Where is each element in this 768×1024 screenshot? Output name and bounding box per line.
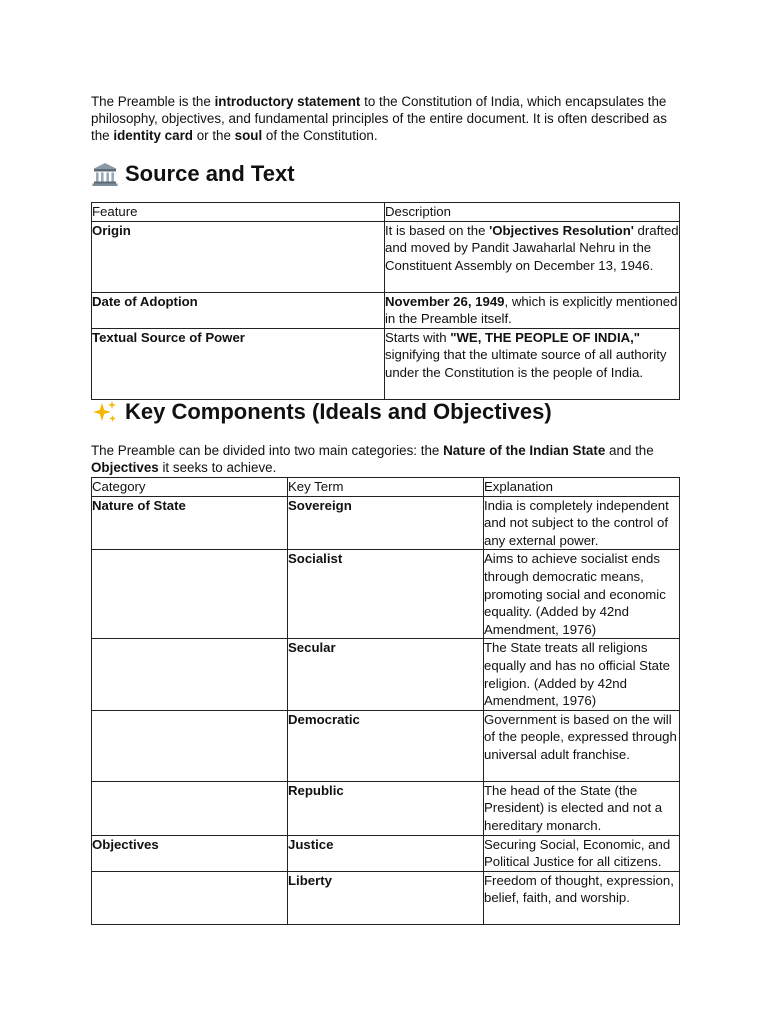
- sparkles-icon: [91, 399, 119, 425]
- section-title: Key Components (Ideals and Objectives): [125, 399, 552, 424]
- table-row: [92, 781, 680, 835]
- classical-building-icon: [91, 161, 119, 187]
- components-table: [91, 477, 680, 925]
- description-bold: November 26, 1949: [385, 293, 505, 309]
- header-cell: Explanation: [484, 478, 680, 497]
- intro-bold-3: soul: [234, 128, 263, 144]
- category-cell: [92, 710, 288, 781]
- table-row: [92, 550, 680, 639]
- paragraph-text: it seeks to achieve.: [158, 460, 277, 476]
- term-cell: Secular: [288, 639, 484, 710]
- feature-cell: Textual Source of Power: [92, 328, 385, 399]
- description-text: , which is explicitly mentioned in the Preamble itself.: [385, 293, 678, 327]
- category-cell: [92, 781, 288, 835]
- table-row: [92, 835, 680, 871]
- term-cell: Republic: [288, 781, 484, 835]
- table-row: [92, 496, 680, 550]
- table-row: [92, 292, 680, 328]
- explanation-cell: The head of the State (the President) is elected and not a hereditary monarch.: [484, 781, 680, 835]
- explanation-cell: Aims to achieve socialist ends through democratic means, promoting social and economic equality. (Added by 42nd Amendment, 1976): [484, 550, 680, 639]
- table-header-row: [92, 478, 680, 497]
- intro-text-1: The Preamble is the: [91, 94, 215, 109]
- category-cell: [92, 550, 288, 639]
- category-cell: [92, 871, 288, 924]
- category-cell: Nature of State: [92, 496, 288, 550]
- table-row: [92, 871, 680, 924]
- description-text: It is based on the: [385, 222, 490, 238]
- explanation-cell: The State treats all religions equally and has no official State religion. (Added by 42nd Amendment, 1976): [484, 639, 680, 710]
- description-cell: [385, 221, 680, 292]
- explanation-cell: Securing Social, Economic, and Political Justice for all citizens.: [484, 835, 680, 871]
- explanation-cell: Freedom of thought, expression, belief, faith, and worship.: [484, 871, 680, 924]
- description-text: signifying that the ultimate source of all authority under the Constitution is the people of India.: [385, 347, 667, 380]
- paragraph-bold: Objectives: [91, 460, 159, 476]
- section-heading-components: [91, 399, 552, 425]
- header-cell: Description: [385, 203, 680, 222]
- category-cell: [92, 639, 288, 710]
- table-row: [92, 639, 680, 710]
- header-cell: Feature: [92, 203, 385, 222]
- source-table: [91, 202, 680, 400]
- header-cell: Key Term: [288, 478, 484, 497]
- table-header-row: [92, 203, 680, 222]
- table-row: [92, 710, 680, 781]
- term-cell: Liberty: [288, 871, 484, 924]
- paragraph-text: and the: [605, 443, 654, 458]
- intro-text-2: to the Constitution of India, which encapsulates the philosophy, objectives, and fundamental principles of the entire document. It is often described as the: [91, 94, 667, 144]
- description-cell: [385, 328, 680, 399]
- section-heading-source: [91, 161, 295, 187]
- term-cell: Justice: [288, 835, 484, 871]
- feature-cell: Origin: [92, 221, 385, 292]
- description-text: drafted and moved by Pandit Jawaharlal Nehru in the Constituent Assembly on December 13, 1946.: [385, 222, 679, 273]
- table-row: [92, 328, 680, 399]
- intro-paragraph: [91, 93, 679, 145]
- intro-text-3: or the: [192, 128, 235, 144]
- category-cell: Objectives: [92, 835, 288, 871]
- term-cell: Democratic: [288, 710, 484, 781]
- description-bold: "WE, THE PEOPLE OF INDIA,": [450, 329, 641, 345]
- header-cell: Category: [92, 478, 288, 497]
- intro-text-4: of the Constitution.: [262, 128, 378, 144]
- paragraph-bold: Nature of the Indian State: [443, 443, 606, 458]
- intro-bold-1: introductory statement: [214, 94, 361, 109]
- feature-cell: Date of Adoption: [92, 292, 385, 328]
- paragraph-text: The Preamble can be divided into two main categories: the: [91, 443, 444, 458]
- explanation-cell: India is completely independent and not subject to the control of any external power.: [484, 496, 680, 550]
- intro-bold-2: identity card: [113, 128, 193, 144]
- section-title: Source and Text: [125, 161, 295, 186]
- description-cell: [385, 292, 680, 328]
- components-paragraph: [91, 442, 679, 476]
- description-text: Starts with: [385, 329, 451, 345]
- term-cell: Sovereign: [288, 496, 484, 550]
- description-bold: 'Objectives Resolution': [489, 222, 634, 238]
- term-cell: Socialist: [288, 550, 484, 639]
- table-row: [92, 221, 680, 292]
- explanation-cell: Government is based on the will of the people, expressed through universal adult franchise.: [484, 710, 680, 781]
